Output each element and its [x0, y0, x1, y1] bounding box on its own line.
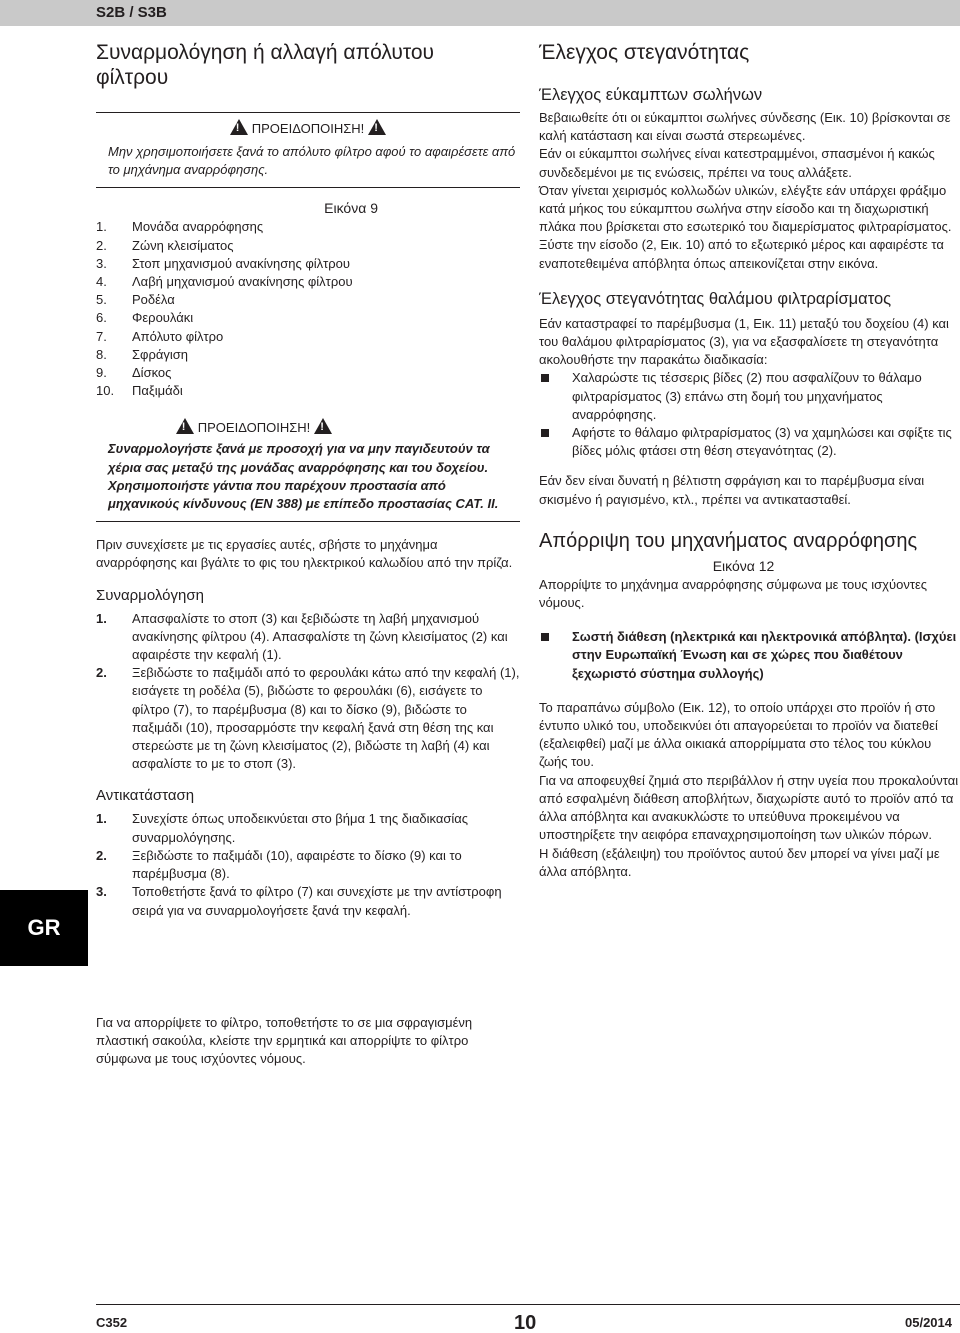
disposal-paragraph-2: Για να αποφευχθεί ζημιά στο περιβάλλον ή στην υγεία που προκαλούνται από εσφαλμένη διάθεση αποβλήτων, διαχωρίστε αυτό το προϊόν από τα άλλα απόβλητα και ανακυκλώστε το υπεύθυνα προκειμένου να υποστηρίξετε την αειφόρα επαναχρησιμοποίηση των υλικών πόρων. — [539, 772, 959, 843]
chamber-title: Έλεγχος στεγανότητας θαλάμου φιλτραρίσματος — [539, 289, 892, 308]
list-item: 1. Μονάδα αναρρόφησης — [96, 219, 264, 235]
section-title-sealing: Έλεγχος στεγανότητας — [539, 41, 750, 64]
warning-text-1: Μην χρησιμοποιήσετε ξανά το απόλυτο φίλτρο αφού το αφαιρέσετε από το μηχάνημα αναρρόφησης. — [108, 144, 516, 178]
right-column — [539, 40, 960, 881]
list-item: 3. Στοπ μηχανισμού ανακίνησης φίλτρου — [96, 255, 351, 271]
hoses-text-1: Βεβαιωθείτε ότι οι εύκαμπτοι σωλήνες σύνδεσης (Εικ. 10) βρίσκονται σε καλή κατάσταση και είναι σωστά στερεωμένες. — [539, 110, 951, 144]
list-item: 6. Φερουλάκι — [96, 310, 194, 326]
figure-label-9: Εικόνα 9 — [324, 200, 378, 217]
replacement-steps — [96, 810, 520, 919]
list-item: Σωστή διάθεση (ηλεκτρικά και ηλεκτρονικά απόβλητα). (Ισχύει στην Ευρωπαϊκή Ένωση και σε χώρες που διαθέτουν ξεχωριστό σύστημα συλλογής) — [539, 628, 960, 683]
list-item: Αφήστε το θάλαμο φιλτραρίσματος (3) να χαμηλώσει και σφίξτε τις βίδες μόλις φτάσει στη θέση στεγανότητας (2). — [539, 424, 960, 460]
warning-triangle-icon — [368, 119, 386, 135]
figure-label-12: Εικόνα 12 — [712, 557, 775, 574]
hoses-title: Έλεγχος εύκαμπτων σωλήνων — [539, 86, 763, 104]
warning-box-2 — [96, 414, 520, 522]
list-item: 1. Συνεχίστε όπως υποδεικνύεται στο βήμα 1 της διαδικασίας συναρμολόγησης. — [96, 811, 469, 845]
header-bar — [0, 0, 960, 26]
header-title: S2B / S3B — [96, 4, 167, 21]
warning-triangle-icon — [230, 119, 248, 135]
chamber-bullets — [539, 369, 960, 460]
footer-date: 05/2014 — [905, 1315, 952, 1330]
list-item: 2. Ζώνη κλεισίματος — [96, 237, 234, 253]
list-item: 2. Ξεβιδώστε το παξιμάδι από το φερουλάκι κάτω από την κεφαλή (1), εισάγετε τη ροδέλα (5), βιδώστε το φερουλάκι (6), εισάγετε το φίλτρο (7), το παρέμβυσμα (8) και το δίσκο (9), βιδώστε το παξιμάδι (10), προσαρμόστε την κεφαλή ξανά στη θέση της και στερεώστε με τη ζώνη κλεισίματος (2), βιδώστε τη λαβή (4) και ασφαλίστε το με το στοπ (3). — [96, 665, 520, 772]
closing-paragraph: Για να απορρίψετε το φίλτρο, τοποθετήστε το σε μια σφραγισμένη πλαστική σακούλα, κλείστε την ερμητικά και απορρίψτε το φίλτρο σύμφωνα με τους ισχύοντες νόμους. — [96, 1015, 473, 1067]
hoses-text-3: Όταν γίνεται χειρισμός κολλωδών υλικών, ελέγξτε εάν υπάρχει φράξιμο κατά μήκος του εύκαμπτου σωλήνα στην είσοδο και τη διαχωριστική πλάκα που βρίσκεται στο εσωτερικό του διαμερίσματος φιλτραρίσματος. — [539, 182, 952, 235]
chamber-text: Εάν καταστραφεί το παρέμβυσμα (1, Εικ. 11) μεταξύ του δοχείου (4) και του θαλάμου φιλτραρίσματος (3), για να εξασφαλίσετε τη στεγανότητα ακολουθήστε την παρακάτω διαδικασία: — [539, 315, 949, 368]
list-item: 7. Απόλυτο φίλτρο — [96, 328, 224, 344]
list-item: 9. Δίσκος — [96, 365, 172, 381]
warning-triangle-icon — [176, 418, 194, 434]
disposal-paragraph-3: Η διάθεση (εξάλειψη) του προϊόντος αυτού δεν μπορεί να γίνει μαζί με άλλα απόβλητα. — [539, 845, 940, 879]
list-item: 4. Λαβή μηχανισμού ανακίνησης φίλτρου — [96, 274, 353, 290]
warning-text-2: Συναρμολογήστε ξανά με προσοχή για να μην παγιδευτούν τα χέρια σας μεταξύ της μονάδας αναρρόφησης και του δοχείου. Χρησιμοποιήστε γάντια που παρέχουν προστασία από μηχανικούς κίνδυνους (EN 388) με επίπεδο προστασίας CAT. II. — [108, 441, 499, 512]
list-item: 2. Ξεβιδώστε το παξιμάδι (10), αφαιρέστε το δίσκο (9) και το παρέμβυσμα (8). — [96, 847, 462, 882]
left-column — [96, 40, 520, 920]
hoses-text-4: Ξύστε την είσοδο (2, Εικ. 10) από το εξωτερικό μέρος και αφαιρέστε τα εναποτεθειμένα απόβλητα όπως απεικονίζεται στην εικόνα. — [539, 237, 944, 271]
disposal-text: Απορρίψτε το μηχάνημα αναρρόφησης σύμφωνα με τους ισχύοντες νόμους. — [539, 576, 928, 611]
disposal-paragraph-1: Το παραπάνω σύμβολο (Εικ. 12), το οποίο υπάρχει στο προϊόν ή στο έντυπο υλικό του, υποδεικνύει ότι απαγορεύεται το προϊόν να διατεθεί (εξαλειφθεί) μαζί με άλλα οικιακά απορρίμματα στο τέλος του κύκλου ζωής του. — [539, 699, 938, 770]
warning-box-1 — [96, 112, 520, 188]
bullet-square-icon — [541, 374, 549, 382]
list-item: 10. Παξιμάδι — [96, 383, 183, 399]
list-item: 5. Ροδέλα — [96, 292, 175, 308]
assembly-title: Συναρμολόγηση — [96, 586, 204, 604]
warning-title-2: !ΠΡΟΕΙΔΟΠΟΙΗΣΗ!! — [108, 418, 520, 436]
replacement-title: Αντικατάσταση — [96, 787, 195, 805]
footer-doc-code: C352 — [96, 1315, 128, 1330]
bullet-square-icon — [541, 633, 549, 641]
hoses-text-2: Εάν οι εύκαμπτοι σωλήνες είναι κατεστραμμένοι, σπασμένοι ή κακώς συνδεδεμένοι με τις ενώσεις, πρέπει να τους αλλάξετε. — [539, 146, 935, 180]
assembly-steps — [96, 610, 520, 774]
list-item: 3. Τοποθετήστε ξανά το φίλτρο (7) και συνεχίστε με την αντίστροφη σειρά για να συναρμολογήσετε ξανά την κεφαλή. — [96, 884, 502, 918]
language-tab: GR — [0, 890, 88, 966]
footer-divider — [96, 1304, 960, 1305]
page-number: 10 — [514, 1312, 537, 1333]
intro-paragraph: Πριν συνεχίσετε με τις εργασίες αυτές, σβήστε το μηχάνημα αναρρόφησης και βγάλτε το φις του ηλεκτρικού καλωδίου από την πρίζα. — [96, 537, 513, 571]
warning-triangle-icon — [314, 418, 332, 434]
parts-list — [96, 218, 520, 400]
section-title-filter: Συναρμολόγηση ή αλλαγή απόλυτου φίλτρου — [96, 41, 434, 89]
disposal-title: Απόρριψη του μηχανήματος αναρρόφησης — [539, 529, 918, 552]
chamber-after: Εάν δεν είναι δυνατή η βέλτιστη σφράγιση και το παρέμβυσμα είναι σκισμένο ή ραγισμένο, κτλ., πρέπει να αντικατασταθεί. — [539, 473, 925, 507]
list-item: 8. Σφράγιση — [96, 346, 189, 362]
bullet-square-icon — [541, 429, 549, 437]
warning-title-1: !ΠΡΟΕΙΔΟΠΟΙΗΣΗ!! — [108, 119, 520, 137]
list-item: 1. Απασφαλίστε το στοπ (3) και ξεβιδώστε τη λαβή μηχανισμού ανακίνησης φίλτρου (4). Απασφαλίστε τη ζώνη κλεισίματος (2) και αφαιρέστε την κεφαλή (1). — [96, 610, 508, 663]
list-item: Χαλαρώστε τις τέσσερις βίδες (2) που ασφαλίζουν το θάλαμο φιλτραρίσματος (3) επάνω στη δομή του μηχανήματος αναρρόφησης. — [539, 369, 960, 424]
disposal-bullets — [539, 628, 960, 683]
